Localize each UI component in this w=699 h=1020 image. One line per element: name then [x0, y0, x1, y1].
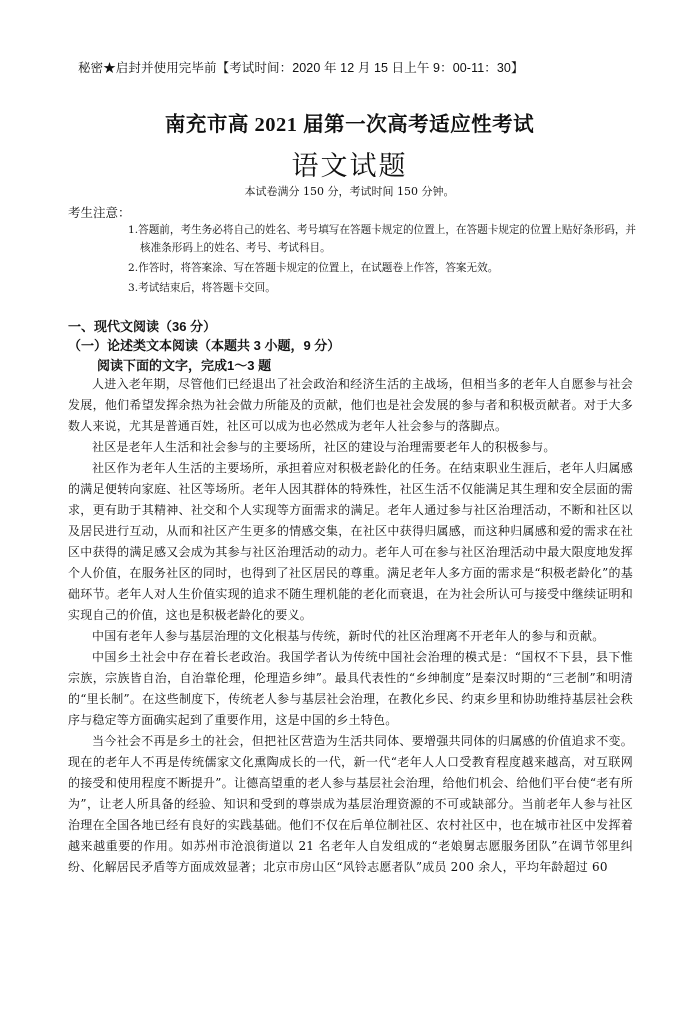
notice-item: 3.考试结束后，将答题卡交回。: [128, 282, 276, 294]
passage-paragraph: 社区是老年人生活和社会参与的主要场所，社区的建设与治理需要老年人的积极参与。: [92, 440, 556, 454]
exam-title: 南充市高 2021 届第一次高考适应性考试: [164, 114, 535, 136]
notice-item: 1.答题前，考生务必将自己的姓名、考号填写在答题卡规定的位置上，在答题卡规定的位置上贴好条形码，并核准条形码上的姓名、考号、考试科目。: [128, 224, 637, 254]
notice-heading: 考生注意：: [68, 206, 131, 220]
passage-paragraph: 中国乡土社会中存在着长老政治。我国学者认为传统中国社会治理的模式是：“国权不下县，县下惟宗族，宗族皆自治，自治靠伦理，伦理造乡绅”。最具代表性的“乡绅制度”是秦汉时期的“三老制”和明清的“里长制”。在这些制度下，传统老人参与基层社会治理，在教化乡民、约束乡里和协助维持基层社会秩序与稳定等方面确实起到了重要作用，这是中国的乡土特色。: [68, 650, 633, 727]
notice-list: [128, 221, 638, 299]
passage-paragraph: 当今社会不再是乡土的社会，但把社区营造为生活共同体、要增强共同体的归属感的价值追求不变。现在的老年人不再是传统儒家文化熏陶成长的一代，新一代“老年人人口受教育程度越来越高，对互联网的接受和使用程度不断提升”。让德高望重的老人参与基层社会治理，给他们机会、给他们平台使“老有所为”，让老人所具备的经验、知识和受到的尊崇成为基层治理资源的不可或缺部分。当前老年人参与社区治理在全国各地已经有良好的实践基础。他们不仅在后单位制社区、农村社区中，也在城市社区中发挥着越来越重要的作用。如苏州市沧浪街道以 21 名老年人自发组成的“老娘舅志愿服务团队”在调节邻里纠纷、化解居民矛盾等方面成效显著；北京市房山区“风铃志愿者队”成员 200 余人，平均年龄超过 60: [68, 734, 633, 874]
confidential-time-line: 秘密★启封并使用完毕前【考试时间：2020 年 12 月 15 日上午 9：00-11：30】: [78, 61, 524, 75]
passage-paragraph: 中国有老年人参与基层治理的文化根基与传统，新时代的社区治理离不开老年人的参与和贡献。: [92, 629, 605, 643]
reading-passage: [68, 374, 633, 878]
subject-title: 语文试题: [291, 151, 408, 181]
passage-paragraph: 社区作为老年人生活的主要场所，承担着应对积极老龄化的任务。在结束职业生涯后，老年人归属感的满足便转向家庭、社区等场所。老年人因其群体的特殊性，社区生活不仅能满足其生理和安全层面的需求，更有助于其精神、社交和个人实现等方面需求的满足。老年人通过参与社区治理活动，不断和社区以及居民进行互动，从而和社区产生更多的情感交集，在社区中获得归属感，而这种归属感和爱的需求在社区中获得的满足感又会成为其参与社区治理活动的动力。老年人可在参与社区治理活动中最大限度地发挥个人价值，在服务社区的同时，也得到了社区居民的尊重。满足老年人多方面的需求是“积极老龄化”的基础环节。老年人对人生价值实现的追求不随生理机能的老化而衰退，在为社会所认可与接受中继续证明和实现自己的价值，这也是积极老龄化的要义。: [68, 461, 633, 622]
passage-paragraph: 人进入老年期，尽管他们已经退出了社会政治和经济生活的主战场，但相当多的老年人自愿参与社会发展，他们希望发挥余热为社会做力所能及的贡献，他们也是社会发展的参与者和积极贡献者。对于大多数人来说，尤其是普通百姓，社区可以成为也必然成为老年人社会参与的落脚点。: [68, 377, 633, 433]
notice-item: 2.作答时，将答案涂、写在答题卡规定的位置上，在试题卷上作答，答案无效。: [128, 262, 499, 274]
section-subheading: （一）论述类文本阅读（本题共 3 小题，9 分）: [68, 338, 341, 353]
score-time-line: 本试卷满分 150 分，考试时间 150 分钟。: [244, 185, 455, 198]
reading-instruction: 阅读下面的文字，完成1～3 题: [97, 358, 272, 373]
section-heading-part1: 一、现代文阅读（36 分）: [68, 319, 217, 334]
